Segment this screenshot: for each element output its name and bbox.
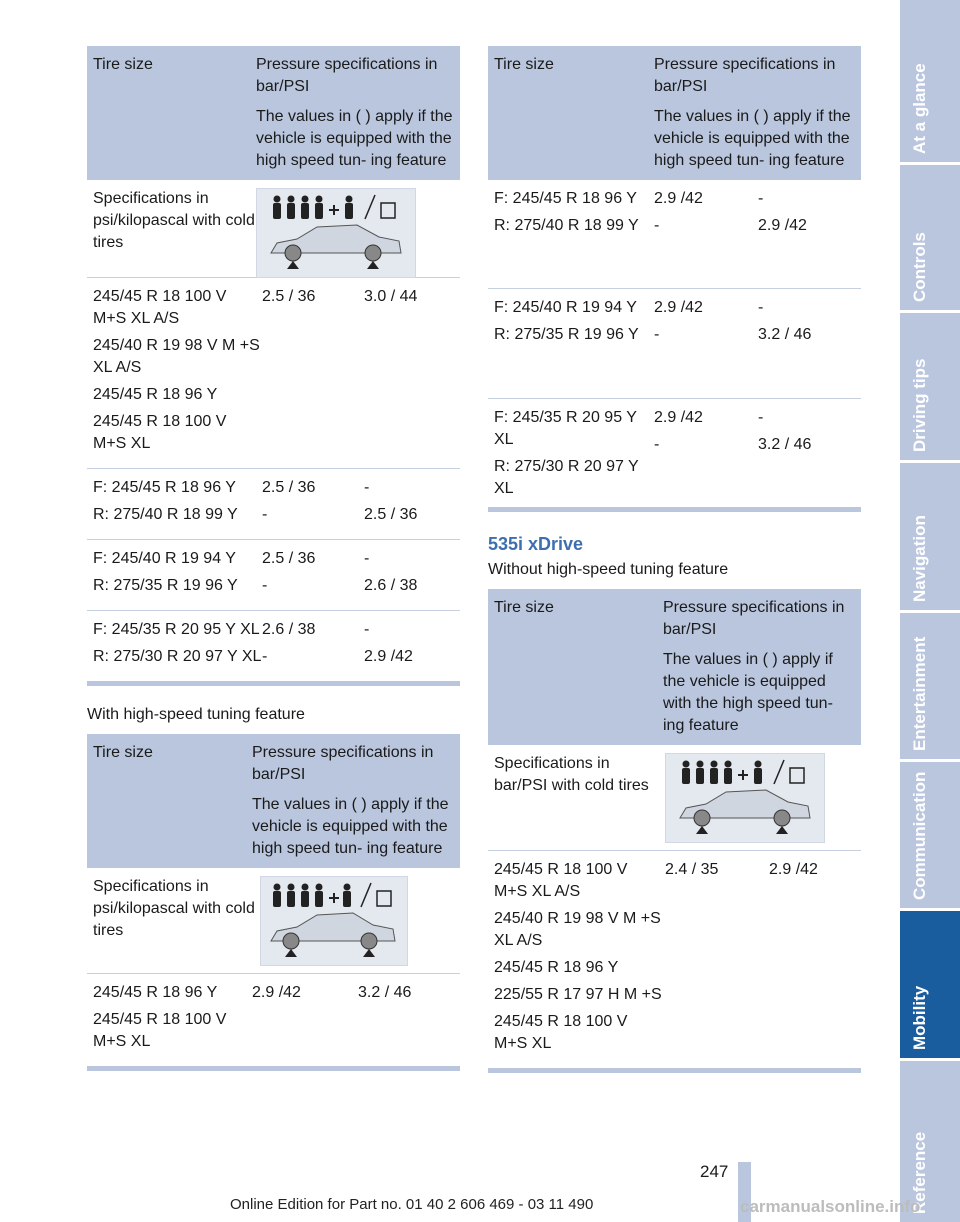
tire-size: 245/45 R 18 100 V M+S XL xyxy=(93,1011,227,1050)
header-pressure-title: Pressure specifications in bar/PSI xyxy=(663,599,845,638)
tire-size: F: 245/35 R 20 95 Y XL xyxy=(93,621,260,638)
pressure-value: 2.5 / 36 xyxy=(262,479,316,496)
load-diagram xyxy=(260,876,408,966)
tire-size: 245/45 R 18 100 V M+S XL xyxy=(494,1013,628,1052)
table-header xyxy=(87,46,460,180)
pressure-value: - xyxy=(758,299,764,316)
table-row xyxy=(87,540,460,611)
tire-sizes xyxy=(93,619,262,673)
left-column xyxy=(87,46,460,1071)
tire-size: 245/40 R 19 98 V M +S XL A/S xyxy=(494,910,661,949)
tab-at-a-glance[interactable] xyxy=(900,0,960,162)
table-end-bar xyxy=(488,507,861,512)
tire-size: 245/45 R 18 100 V M+S XL xyxy=(93,413,227,452)
pressure-full xyxy=(364,619,413,673)
tire-size: F: 245/40 R 19 94 Y xyxy=(93,550,236,567)
pressure-value: 2.9 /42 xyxy=(654,409,703,426)
pressure-full xyxy=(364,286,417,460)
tire-size: 245/40 R 19 98 V M +S XL A/S xyxy=(93,337,260,376)
pressure-value: - xyxy=(758,409,764,426)
table-header xyxy=(87,734,460,868)
pressure-value: - xyxy=(262,506,268,523)
tab-communication[interactable] xyxy=(900,762,960,908)
table-row xyxy=(87,974,460,1066)
pressure-normal xyxy=(252,982,358,1058)
pressure-normal xyxy=(665,859,769,1060)
pressure-full xyxy=(769,859,818,1060)
watermark: carmanualsonline.info xyxy=(740,1197,921,1216)
pressure-full xyxy=(758,407,811,499)
pressure-value: 3.2 / 46 xyxy=(758,326,812,343)
left-table-2 xyxy=(87,734,460,1071)
pressure-value: 2.9 /42 xyxy=(364,648,413,665)
tab-mobility[interactable] xyxy=(900,911,960,1058)
right-table-2 xyxy=(488,589,861,1073)
without-high-speed-caption: Without high-speed tuning feature xyxy=(488,561,729,578)
tire-size: F: 245/45 R 18 96 Y xyxy=(93,479,236,496)
header-pressure xyxy=(256,54,456,172)
chapter-sidebar xyxy=(900,0,960,1222)
load-diagram xyxy=(665,753,825,843)
right-table-1 xyxy=(488,46,861,512)
left-table-1 xyxy=(87,46,460,686)
tab-controls[interactable] xyxy=(900,165,960,310)
page-number: 247 xyxy=(700,1162,729,1181)
pressure-value: 2.9 /42 xyxy=(769,861,818,878)
pressure-normal xyxy=(262,619,364,673)
tire-size: 245/45 R 18 100 V M+S XL A/S xyxy=(494,861,628,900)
tab-label: Controls xyxy=(910,232,929,302)
tab-label: Entertainment xyxy=(910,636,929,751)
header-pressure xyxy=(252,742,456,860)
tire-size: F: 245/40 R 19 94 Y xyxy=(494,299,637,316)
header-pressure xyxy=(654,54,859,172)
table-header xyxy=(488,589,861,745)
pressure-value: 2.5 / 36 xyxy=(262,550,316,567)
pressure-value: - xyxy=(364,479,370,496)
pressure-value: 2.5 / 36 xyxy=(364,506,418,523)
pressure-value: 3.0 / 44 xyxy=(364,288,418,305)
pressure-full xyxy=(758,188,807,280)
tire-size: R: 275/35 R 19 96 Y xyxy=(494,326,639,343)
tire-size: R: 275/30 R 20 97 Y XL xyxy=(93,648,262,665)
tab-label: Communication xyxy=(910,771,929,900)
tire-size: 245/45 R 18 96 Y xyxy=(494,959,619,976)
pressure-value: 2.9 /42 xyxy=(252,984,301,1001)
tire-sizes xyxy=(93,548,262,602)
tire-sizes xyxy=(93,286,262,460)
pressure-value: 2.4 / 35 xyxy=(665,861,719,878)
tire-size: R: 275/40 R 18 99 Y xyxy=(494,217,639,234)
header-pressure-note: The values in ( ) apply if the vehicle is equipped with the high speed tun- ing feature xyxy=(256,108,453,169)
tire-size: F: 245/35 R 20 95 Y XL xyxy=(494,409,637,448)
pressure-value: 2.6 / 38 xyxy=(262,621,316,638)
tab-label: Navigation xyxy=(910,515,929,602)
footer-edition: Online Edition for Part no. 01 40 2 606 469 - 03 11 490 xyxy=(230,1196,594,1213)
tab-label: Driving tips xyxy=(910,358,929,452)
pressure-full xyxy=(364,548,417,602)
tire-size: 225/55 R 17 97 H M +S xyxy=(494,986,662,1003)
tab-label: Reference xyxy=(910,1131,929,1214)
pressure-full xyxy=(364,477,417,531)
table-end-bar xyxy=(488,1068,861,1073)
spec-row xyxy=(488,745,861,851)
pressure-full xyxy=(758,297,811,390)
pressure-value: 2.9 /42 xyxy=(654,299,703,316)
tab-entertainment[interactable] xyxy=(900,613,960,759)
pressure-normal xyxy=(262,548,364,602)
tire-size: R: 275/40 R 18 99 Y xyxy=(93,506,238,523)
spec-label: Specifications in psi/kilopascal with cold tires xyxy=(93,190,255,251)
pressure-value: - xyxy=(654,326,660,343)
header-pressure-note: The values in ( ) apply if the vehicle is equipped with the high speed tun- ing feature xyxy=(252,796,449,857)
pressure-value: 2.5 / 36 xyxy=(262,288,316,305)
tire-size: 245/45 R 18 96 Y xyxy=(93,984,218,1001)
load-diagram xyxy=(256,188,416,278)
pressure-value: 2.9 /42 xyxy=(758,217,807,234)
table-row xyxy=(488,180,861,289)
tire-sizes xyxy=(494,859,665,1060)
pressure-value: 2.6 / 38 xyxy=(364,577,418,594)
header-tire-size: Tire size xyxy=(93,56,153,73)
tire-size: R: 275/30 R 20 97 Y XL xyxy=(494,458,639,497)
section-535i xyxy=(488,534,861,581)
tire-sizes xyxy=(93,477,262,531)
spec-label: Specifications in psi/kilopascal with cold tires xyxy=(93,878,255,939)
car-load-icon xyxy=(261,877,407,965)
pressure-value: - xyxy=(262,577,268,594)
header-pressure-title: Pressure specifications in bar/PSI xyxy=(654,56,836,95)
pressure-value: - xyxy=(654,436,660,453)
pressure-value: - xyxy=(758,190,764,207)
header-tire-size: Tire size xyxy=(494,599,554,616)
pressure-value: 3.2 / 46 xyxy=(758,436,812,453)
header-pressure-title: Pressure specifications in bar/PSI xyxy=(252,744,434,783)
table-row xyxy=(488,851,861,1068)
header-pressure-title: Pressure specifications in bar/PSI xyxy=(256,56,438,95)
right-column xyxy=(488,46,861,1073)
spec-row xyxy=(87,868,460,974)
tire-sizes xyxy=(494,188,654,280)
tire-sizes xyxy=(494,407,654,499)
table-header xyxy=(488,46,861,180)
header-tire-size: Tire size xyxy=(494,56,554,73)
with-high-speed-caption: With high-speed tuning feature xyxy=(87,706,305,723)
pressure-value: 2.9 /42 xyxy=(654,190,703,207)
pressure-normal xyxy=(262,286,364,460)
pressure-value: - xyxy=(364,621,370,638)
pressure-normal xyxy=(654,297,758,390)
pressure-value: - xyxy=(262,648,268,665)
table-end-bar xyxy=(87,681,460,686)
pressure-value: - xyxy=(654,217,660,234)
tire-sizes xyxy=(494,297,654,390)
pressure-value: - xyxy=(364,550,370,567)
pressure-normal xyxy=(654,188,758,280)
table-row xyxy=(488,289,861,399)
table-row xyxy=(87,469,460,540)
table-end-bar xyxy=(87,1066,460,1071)
header-tire-size: Tire size xyxy=(93,744,153,761)
table-row xyxy=(87,278,460,469)
pressure-normal xyxy=(654,407,758,499)
spec-row xyxy=(87,180,460,278)
tire-size: F: 245/45 R 18 96 Y xyxy=(494,190,637,207)
tab-label: At a glance xyxy=(910,63,929,154)
tire-size: 245/45 R 18 96 Y xyxy=(93,386,218,403)
tab-driving-tips[interactable] xyxy=(900,313,960,460)
section-title: 535i xDrive xyxy=(488,534,584,554)
header-pressure-note: The values in ( ) apply if the vehicle is equipped with the high speed tun- ing feature xyxy=(663,651,833,734)
pressure-normal xyxy=(262,477,364,531)
table-row xyxy=(488,399,861,507)
tire-size: R: 275/35 R 19 96 Y xyxy=(93,577,238,594)
car-load-icon xyxy=(666,754,824,842)
tire-sizes xyxy=(93,982,252,1058)
pressure-full xyxy=(358,982,411,1058)
spec-label: Specifications in bar/PSI with cold tires xyxy=(494,755,649,794)
tab-label: Mobility xyxy=(910,985,929,1050)
car-load-icon xyxy=(257,189,415,277)
header-pressure xyxy=(663,597,857,737)
table-row xyxy=(87,611,460,681)
tire-size: 245/45 R 18 100 V M+S XL A/S xyxy=(93,288,227,327)
pressure-value: 3.2 / 46 xyxy=(358,984,412,1001)
header-pressure-note: The values in ( ) apply if the vehicle is equipped with the high speed tun- ing feature xyxy=(654,108,851,169)
tab-navigation[interactable] xyxy=(900,463,960,610)
